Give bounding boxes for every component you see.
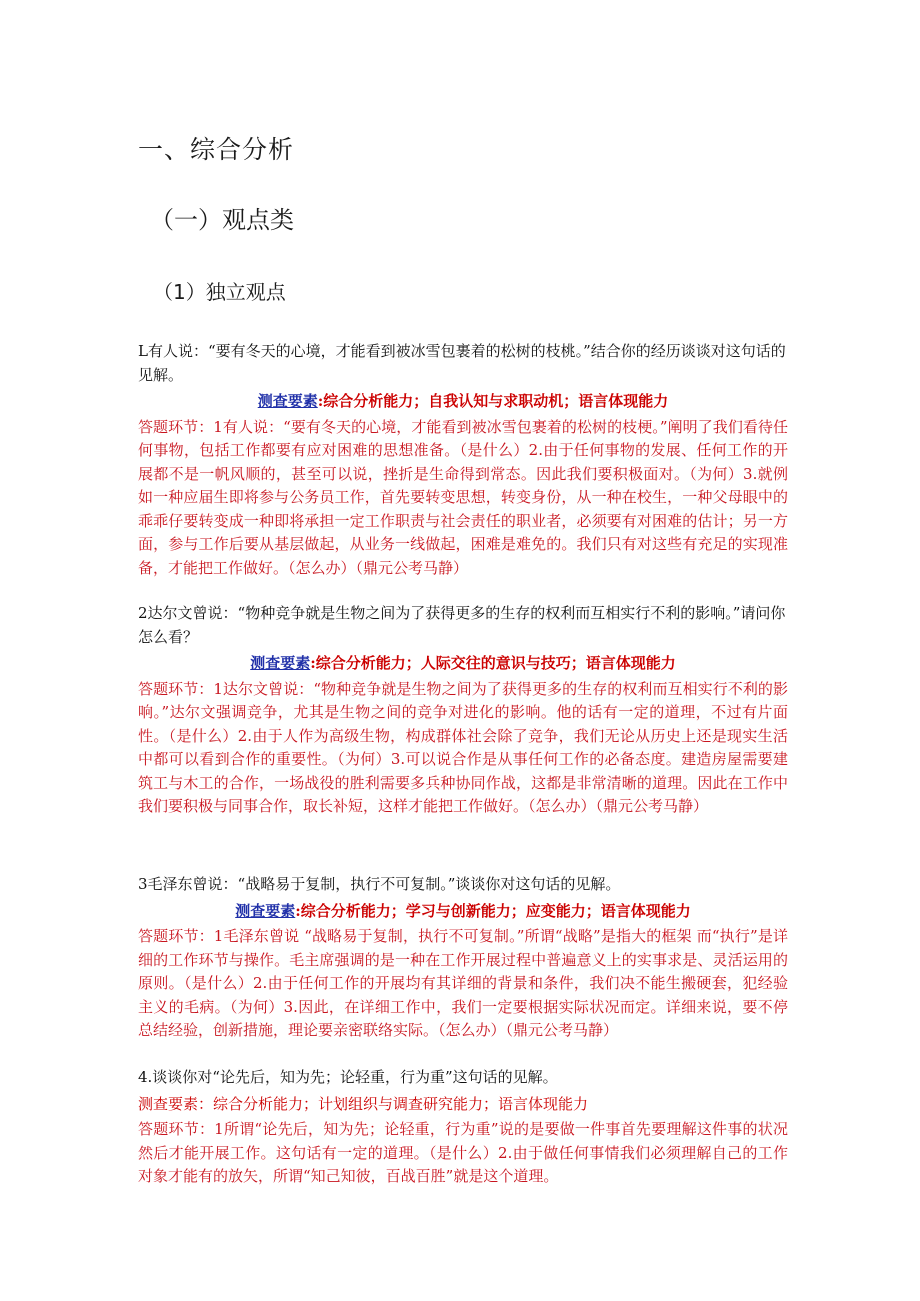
requirements-link[interactable]: 测查要素 <box>235 901 296 920</box>
category-heading: （1）独立观点 <box>153 280 286 304</box>
answer-text: 答题环节：1毛泽东曾说 “战略易于复制，执行不可复制。”所谓“战略”是指大的框架 而“执行”是详细的工作环节与操作。毛主席强调的是一种在工作开展过程中普遍意义上的实事求是、灵活运用的原则。（是什么）2.由于任何工作的开展均有其详细的背景和条件，我们决不能生搬硬套，犯经验主义的毛病。（为何）3.因此，在详细工作中，我们一定要根据实际状况而定。详细来说，要不停总结经验，创新措施，理论要亲密联络实际。（怎么办）（鼎元公考马静） <box>138 927 788 1039</box>
answer-text: 答题环节：1有人说：“要有冬天的心境，才能看到被冰雪包裹着的松树的枝梗。”阐明了我们看待任何事物，包括工作都要有应对困难的思想准备。（是什么）2.由于任何事物的发展、任何工作的开展都不是一帆风顺的，甚至可以说，挫折是生命得到常态。因此我们要积极面对。（为何）3.就例如一种应届生即将参与公务员工作，首先要转变思想，转变身份，从一种在校生，一种父母眼中的乖乖仔要转变成一种即将承担一定工作职责与社会责任的职业者，必须要有对困难的估计；另一方面，参与工作后要从基层做起，从业务一线做起，困难是难免的。我们只有对这些有充足的实现准备，才能把工作做好。（怎么办）（鼎元公考马静） <box>138 417 788 577</box>
question-block-4 <box>138 1066 788 1189</box>
requirements-line <box>138 390 788 414</box>
requirements-link[interactable]: 测查要素 <box>250 654 311 672</box>
requirements-label: 测查要素 <box>138 1094 199 1113</box>
requirements-link[interactable]: 测查要素 <box>257 392 318 410</box>
requirements-text: :综合分析能力；人际交往的意识与技巧；语言体现能力 <box>310 654 676 672</box>
requirements-line <box>138 900 788 924</box>
requirements-text: ：综合分析能力；计划组织与调查研究能力；语言体现能力 <box>198 1094 589 1113</box>
section-heading: 一、综合分析 <box>138 135 295 164</box>
requirements-line <box>138 1093 788 1117</box>
question-text: 3毛泽东曾说：“战略易于复制，执行不可复制。”谈谈你对这句话的见解。 <box>138 875 621 893</box>
question-text: L有人说：“要有冬天的心境，才能看到被冰雪包裹着的松树的枝桃。”结合你的经历谈谈对这句话的见解。 <box>138 342 786 384</box>
question-block-1 <box>138 340 788 580</box>
question-block-3 <box>138 873 788 1043</box>
answer-text: 答题环节：1达尔文曾说：“物种竞争就是生物之间为了获得更多的生存的权利而互相实行不利的影响。”达尔文强调竞争，尤其是生物之间的竞争对进化的影响。他的话有一定的道理，不过有片面性。（是什么）2.由于人作为高级生物，构成群体社会除了竞争，我们无论从历史上还是现实生活中都可以看到合作的重要性。（为何）3.可以说合作是从事任何工作的必备态度。建造房屋需要建筑工与木工的合作，一场战役的胜利需要多兵种协同作战，这都是非常清晰的道理。因此在工作中我们要积极与同事合作，取长补短，这样才能把工作做好。（怎么办）（鼎元公考马静） <box>138 679 788 815</box>
answer-text: 答题环节：1所谓“论先后，知为先；论轻重，行为重”说的是要做一件事首先要理解这件事的状况然后才能开展工作。这句话有一定的道理。（是什么）2.由于做任何事情我们必须理解自己的工作对象才能有的放矢，所谓“知己知彼，百战百胜”就是这个道理。 <box>138 1120 788 1185</box>
question-block-2 <box>138 602 788 819</box>
question-text: 2达尔文曾说：“物种竞争就是生物之间为了获得更多的生存的权利而互相实行不利的影响。”请问你怎么看？ <box>138 604 786 646</box>
subsection-heading: （一）观点类 <box>150 206 294 234</box>
requirements-line <box>138 652 788 676</box>
question-text: 4.谈谈你对“论先后，知为先；论轻重，行为重”这句话的见解。 <box>138 1068 558 1086</box>
requirements-text: :综合分析能力；学习与创新能力；应变能力；语言体现能力 <box>295 901 691 920</box>
requirements-text: :综合分析能力；自我认知与求职动机；语言体现能力 <box>317 392 669 410</box>
